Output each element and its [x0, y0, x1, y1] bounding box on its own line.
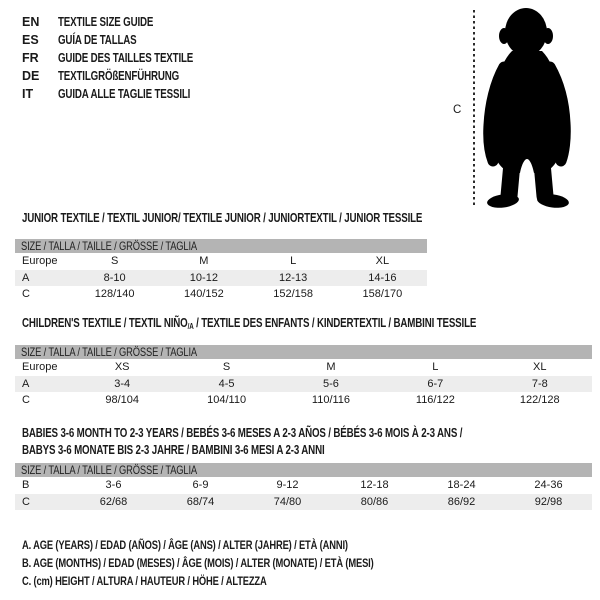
- language-label: TEXTILE SIZE GUIDE: [58, 15, 154, 29]
- table-row: [15, 253, 427, 270]
- language-code: FR: [22, 51, 39, 65]
- baby-silhouette-icon: [482, 5, 579, 216]
- language-code: ES: [22, 33, 39, 47]
- language-row: [22, 13, 231, 31]
- table-cell: M: [326, 361, 336, 374]
- junior-table: [15, 239, 427, 303]
- table-cell: 9-12: [276, 479, 299, 492]
- table-cell: 8-10: [103, 271, 126, 284]
- table-cell: S: [110, 255, 119, 268]
- legend-notes: [22, 536, 473, 590]
- table-cell: S: [222, 361, 231, 374]
- table-cell: 80/86: [360, 495, 389, 508]
- table-cell: 140/152: [183, 288, 224, 301]
- table-cell: 104/110: [207, 394, 247, 407]
- table-cell: 7-8: [531, 377, 548, 390]
- legend-note-c: C. (cm) HEIGHT / ALTURA / HAUTEUR / HÖHE / ALTEZZA: [22, 574, 267, 588]
- table-cell: Europe: [22, 361, 58, 374]
- legend-note-b: B. AGE (MONTHS) / EDAD (MESES) / ÂGE (MOIS) / ALTER (MONATE) / ETÀ (MESI): [22, 556, 374, 570]
- language-row: [22, 49, 231, 67]
- table-cell: 18-24: [447, 479, 476, 492]
- language-row: [22, 31, 231, 49]
- table-cell: 5-6: [323, 377, 339, 390]
- table-row: [15, 494, 592, 511]
- table-cell: L: [432, 361, 439, 374]
- table-row: [15, 286, 427, 303]
- table-cell: L: [290, 255, 297, 268]
- babies-table: [15, 463, 592, 510]
- table-cell: 92/98: [534, 495, 563, 508]
- table-cell: C: [22, 495, 30, 508]
- language-code: IT: [22, 87, 34, 101]
- table-cell: 152/158: [273, 288, 313, 301]
- table-cell: 98/104: [105, 394, 140, 407]
- table-cell: 68/74: [186, 495, 215, 508]
- language-label: GUÍA DE TALLAS: [58, 33, 137, 47]
- language-code: EN: [22, 15, 40, 29]
- table-cell: Europe: [22, 255, 58, 268]
- junior-table-title: JUNIOR TEXTILE / TEXTIL JUNIOR/ TEXTILE JUNIOR / JUNIORTEXTIL / JUNIOR TESSILE: [22, 211, 423, 225]
- table-row: [15, 392, 592, 409]
- size-header-bar: SIZE / TALLA / TAILLE / GRÖSSE / TAGLIA: [15, 239, 427, 253]
- table-cell: C: [22, 394, 30, 407]
- table-row: [15, 359, 592, 376]
- language-label: GUIDA ALLE TAGLIE TESSILI: [58, 87, 191, 101]
- table-cell: 4-5: [218, 377, 235, 390]
- babies-table-title: BABIES 3-6 MONTH TO 2-3 YEARS / BEBÉS 3-6 MESES A 2-3 AÑOS / BÉBÉS 3-6 MOIS À 2-3 ANS / BABYS 3-6 MONATE BIS 2-3 JAHRE / BAMBINI 3-6 MESI A 2-3 ANNI: [22, 426, 463, 457]
- table-cell: 158/170: [362, 288, 403, 301]
- table-row: [15, 376, 592, 393]
- table-cell: 6-7: [427, 377, 444, 390]
- table-row: [15, 270, 427, 287]
- babies-size-table: [15, 477, 592, 510]
- table-cell: XL: [375, 255, 390, 268]
- table-cell: M: [199, 255, 209, 268]
- table-cell: 122/128: [519, 394, 560, 407]
- table-cell: 10-12: [189, 271, 218, 284]
- legend-note-a: A. AGE (YEARS) / EDAD (AÑOS) / ÂGE (ANS) / ALTER (JAHRE) / ETÀ (ANNI): [22, 538, 348, 552]
- table-cell: XL: [533, 361, 547, 374]
- table-cell: A: [22, 271, 30, 284]
- table-cell: 128/140: [94, 288, 135, 301]
- table-cell: 86/92: [447, 495, 476, 508]
- height-measure-label: C: [453, 104, 462, 116]
- table-cell: 24-36: [534, 479, 563, 492]
- size-header-bar: SIZE / TALLA / TAILLE / GRÖSSE / TAGLIA: [15, 345, 592, 359]
- table-cell: A: [22, 377, 30, 390]
- table-row: [15, 477, 592, 494]
- table-cell: B: [22, 479, 30, 492]
- language-label: TEXTILGRÖßENFÜHRUNG: [58, 69, 180, 83]
- language-label: GUIDE DES TAILLES TEXTILE: [58, 51, 194, 65]
- table-cell: 116/122: [415, 394, 455, 407]
- children-table-title: CHILDREN'S TEXTILE / TEXTIL $NIÑO_{/A}$ / TEXTILE DES ENFANTS / KINDERTEXTIL / BAMBINI TESSILE: [22, 316, 477, 331]
- language-code: DE: [22, 69, 40, 83]
- children-table: [15, 345, 592, 409]
- language-row: [22, 85, 231, 103]
- size-header-bar: SIZE / TALLA / TAILLE / GRÖSSE / TAGLIA: [15, 463, 592, 477]
- table-cell: 12-18: [360, 479, 389, 492]
- title-subscript: /A: [187, 322, 194, 331]
- language-list: [22, 13, 231, 103]
- table-cell: 12-13: [279, 271, 308, 284]
- language-row: [22, 67, 231, 85]
- table-cell: XS: [114, 361, 130, 374]
- height-measure-dotted-line: [473, 10, 475, 207]
- junior-size-table: [15, 253, 427, 303]
- table-cell: 14-16: [368, 271, 397, 284]
- children-size-table: [15, 359, 592, 409]
- table-cell: C: [22, 288, 30, 301]
- table-cell: 110/116: [311, 394, 351, 407]
- table-cell: 62/68: [99, 495, 128, 508]
- table-cell: 3-6: [105, 479, 122, 492]
- table-cell: 3-4: [114, 377, 131, 390]
- table-cell: 6-9: [192, 479, 209, 492]
- table-cell: 74/80: [273, 495, 302, 508]
